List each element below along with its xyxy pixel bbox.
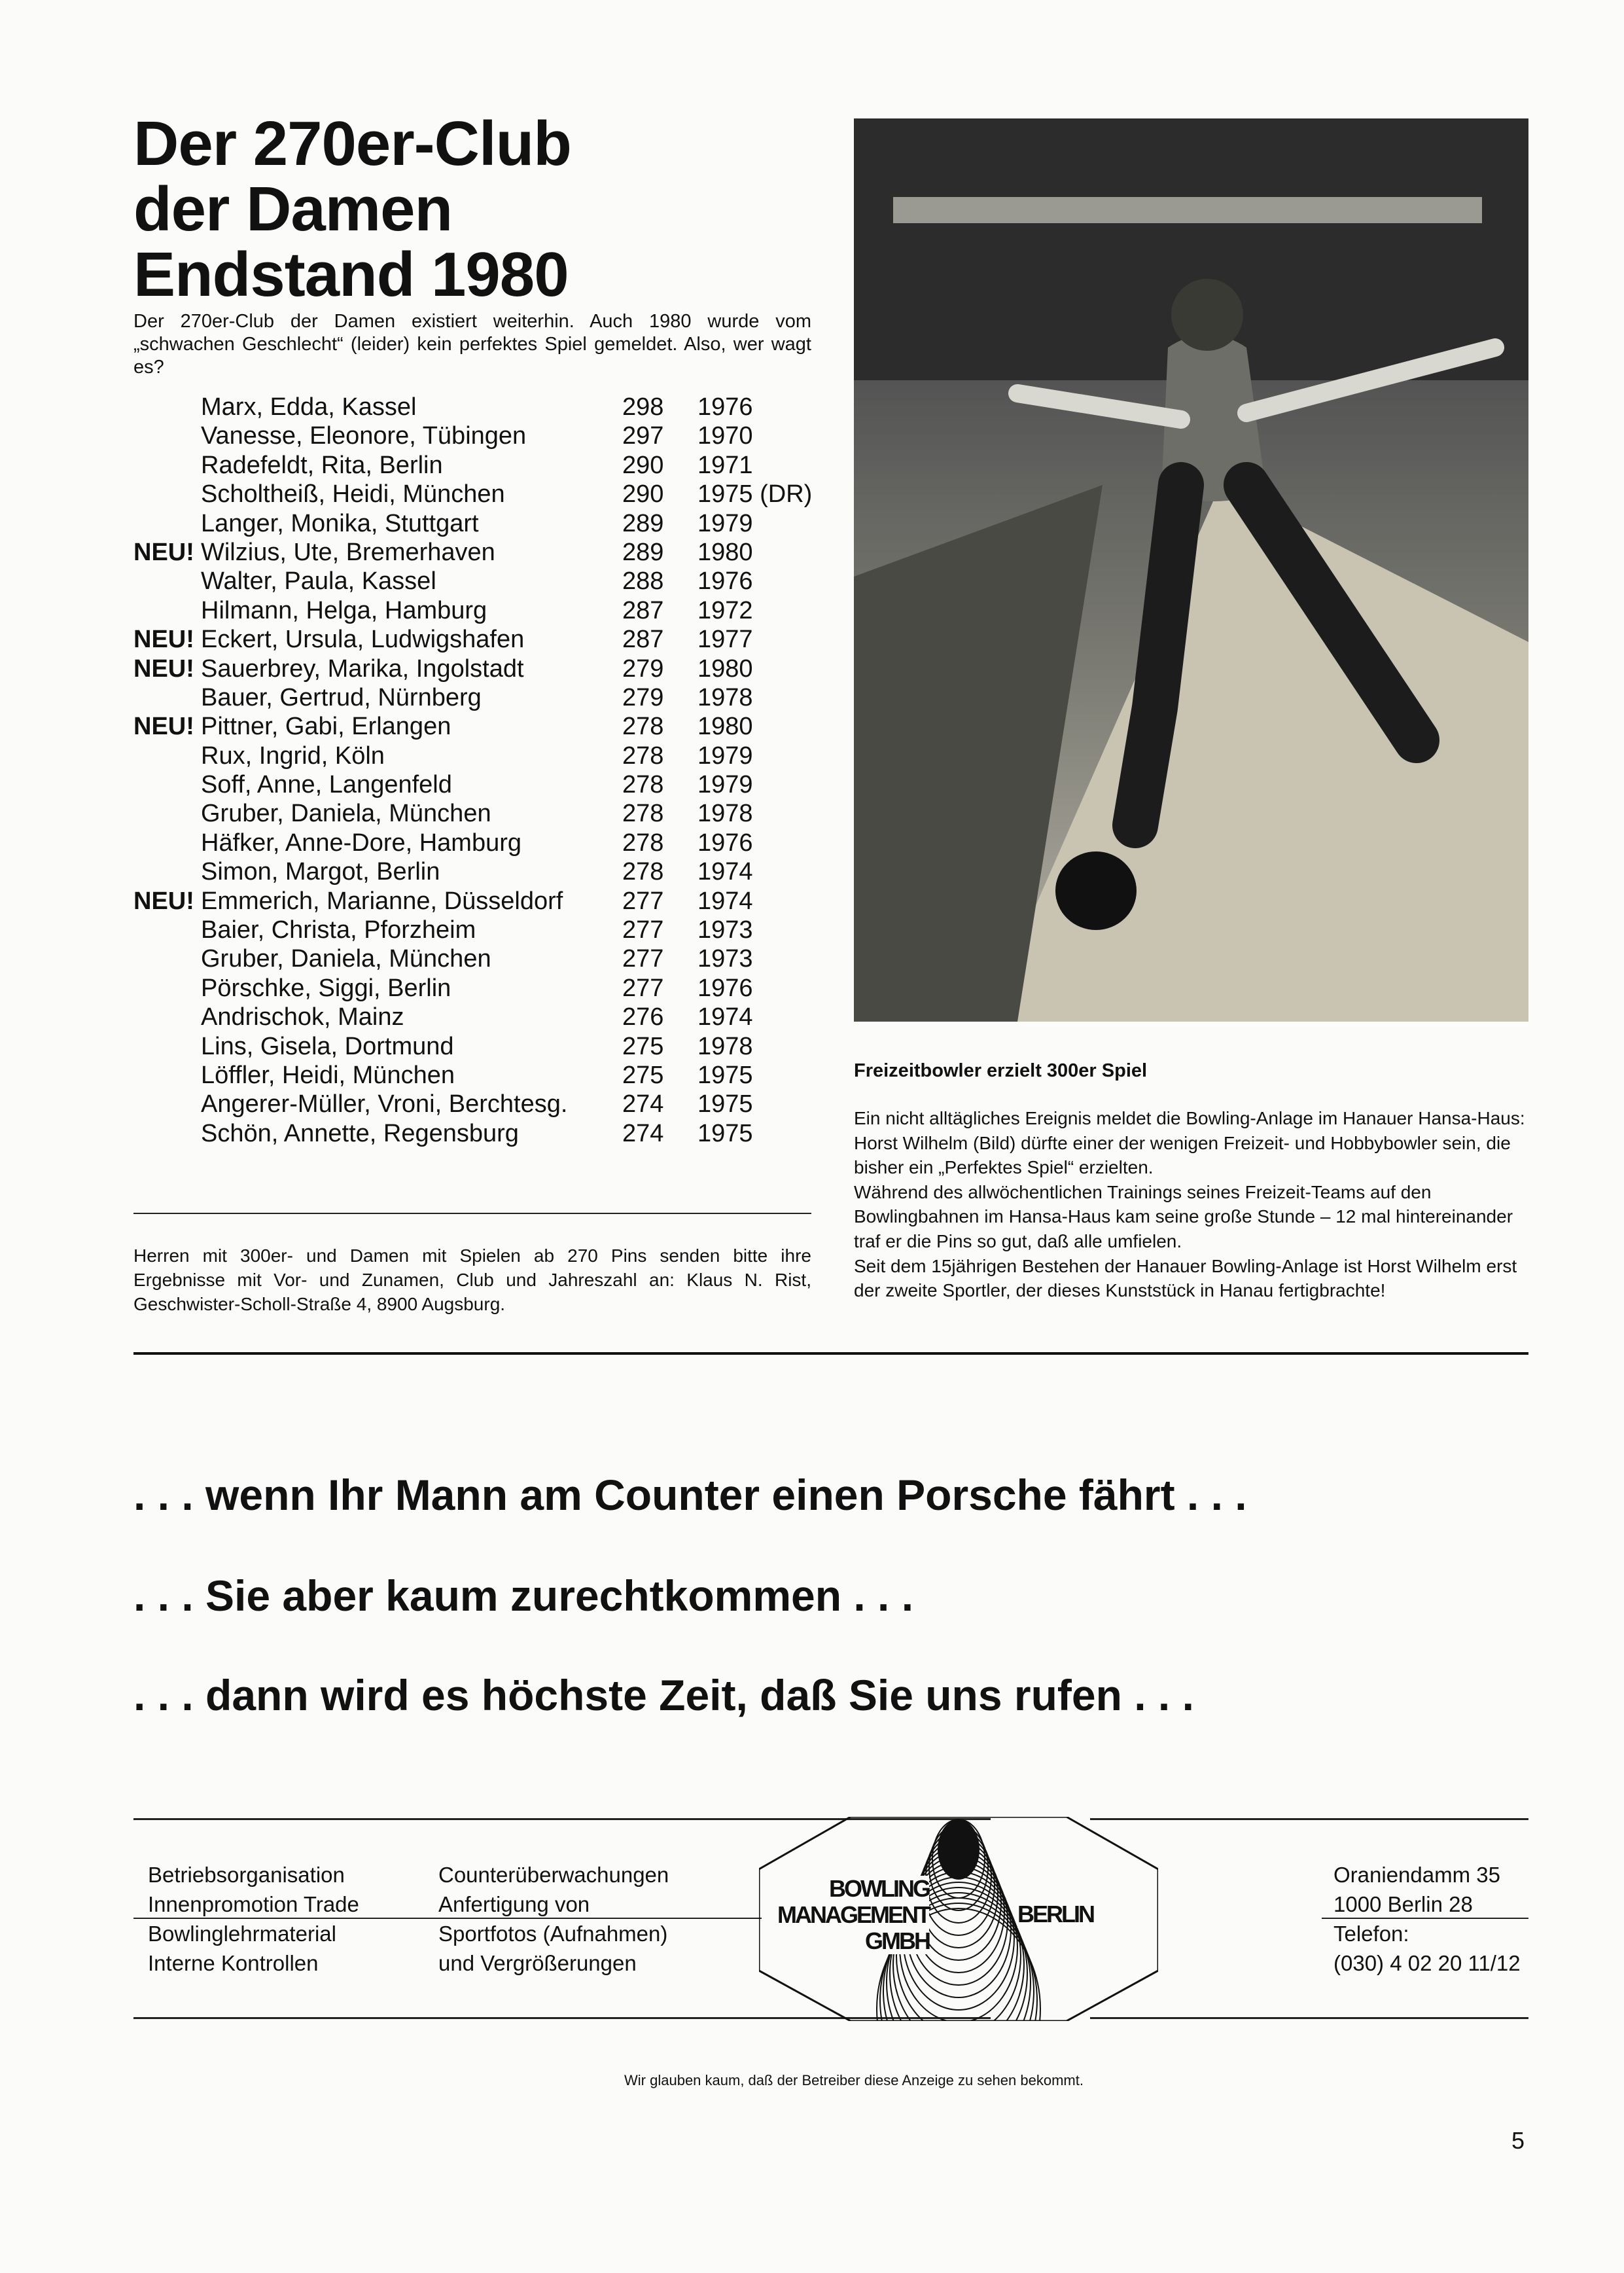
list-row — [133, 712, 821, 741]
logo-line: MANAGEMENT — [777, 1901, 929, 1928]
article-title — [133, 111, 571, 308]
year: 1974 — [697, 887, 753, 915]
score: 274 — [622, 1090, 664, 1119]
score: 278 — [622, 771, 664, 799]
slogan: . . . dann wird es höchste Zeit, daß Sie uns rufen . . . — [133, 1671, 1194, 1719]
score: 290 — [622, 451, 664, 479]
list-row — [133, 509, 821, 538]
list-row — [133, 829, 821, 857]
bowler-name: Schön, Annette, Regensburg — [201, 1119, 519, 1147]
score: 290 — [622, 480, 664, 509]
score: 278 — [622, 829, 664, 857]
address-line: Telefon: — [1333, 1922, 1409, 1946]
list-row — [133, 538, 821, 567]
list-row — [133, 596, 821, 625]
title-line: Der 270er-Club — [133, 109, 571, 179]
score: 297 — [622, 422, 664, 450]
score: 275 — [622, 1061, 664, 1089]
year: 1975 — [697, 1119, 753, 1147]
neu-badge: NEU! — [133, 626, 194, 654]
list-row — [133, 683, 821, 712]
score: 278 — [622, 800, 664, 828]
score: 276 — [622, 1003, 664, 1031]
ad-address — [1333, 1860, 1521, 1978]
score: 278 — [622, 713, 664, 741]
year: 1973 — [697, 945, 753, 973]
list-row — [133, 480, 821, 509]
year: 1972 — [697, 596, 753, 624]
list-row — [133, 799, 821, 828]
list-row — [133, 1032, 821, 1061]
slogan: . . . wenn Ihr Mann am Counter einen Porsche fährt . . . — [133, 1471, 1247, 1519]
year: 1976 — [697, 974, 753, 1002]
year: 1970 — [697, 422, 753, 450]
year: 1976 — [697, 829, 753, 857]
bowler-name: Scholtheiß, Heidi, München — [201, 480, 505, 509]
bowler-name: Andrischok, Mainz — [201, 1003, 404, 1031]
year: 1980 — [697, 654, 753, 683]
list-row — [133, 421, 821, 450]
list-row — [133, 742, 821, 770]
title-line: Endstand 1980 — [133, 240, 569, 310]
score: 287 — [622, 626, 664, 654]
bowler-name: Soff, Anne, Langenfeld — [201, 771, 452, 799]
score: 275 — [622, 1032, 664, 1060]
bowler-name: Wilzius, Ute, Bremerhaven — [201, 538, 495, 566]
title-line: der Damen — [133, 174, 453, 244]
year: 1980 — [697, 538, 753, 566]
year: 1975 — [697, 1090, 753, 1119]
divider — [133, 1213, 811, 1214]
logo-text — [777, 1876, 929, 1954]
list-row — [133, 451, 821, 480]
list-row — [133, 1119, 821, 1148]
address-line: (030) 4 02 20 11/12 — [1333, 1951, 1521, 1975]
bowler-name: Lins, Gisela, Dortmund — [201, 1032, 454, 1060]
neu-badge: NEU! — [133, 887, 194, 915]
bowler-name: Simon, Margot, Berlin — [201, 858, 440, 886]
bowler-name: Eckert, Ursula, Ludwigshafen — [201, 626, 525, 654]
bowler-name: Emmerich, Marianne, Düsseldorf — [201, 887, 563, 915]
bowler-name: Gruber, Daniela, München — [201, 945, 491, 973]
ad-service: Innenpromotion Trade — [148, 1892, 359, 1916]
year: 1979 — [697, 509, 753, 537]
logo-city: BERLIN — [1017, 1901, 1093, 1927]
ad-service: Anfertigung von — [438, 1892, 590, 1916]
score: 279 — [622, 683, 664, 711]
score: 298 — [622, 393, 664, 421]
bowler-name: Marx, Edda, Kassel — [201, 393, 417, 421]
list-row — [133, 857, 821, 886]
score: 288 — [622, 567, 664, 596]
year: 1976 — [697, 567, 753, 596]
submission-note: Herren mit 300er- und Damen mit Spielen ab 270 Pins senden bitte ihre Ergebnisse mit Vor- und Zunamen, Club und Jahreszahl an: Klaus N. Rist, Geschwister-Scholl-Straße 4, 8900 Augsburg. — [133, 1245, 811, 1314]
year: 1979 — [697, 742, 753, 770]
year: 1974 — [697, 1003, 753, 1031]
score: 289 — [622, 538, 664, 566]
score: 277 — [622, 887, 664, 915]
neu-badge: NEU! — [133, 654, 194, 683]
ad-service: und Vergrößerungen — [438, 1951, 637, 1975]
year: 1973 — [697, 916, 753, 944]
ad-service: Betriebsorganisation — [148, 1863, 345, 1887]
ad-service: Counterüberwachungen — [438, 1863, 669, 1887]
year: 1979 — [697, 771, 753, 799]
list-row — [133, 625, 821, 654]
list-row — [133, 887, 821, 916]
slogan: . . . Sie aber kaum zurechtkommen . . . — [133, 1571, 914, 1620]
caption-paragraph: Ein nicht alltägliches Ereignis meldet die Bowling-Anlage im Hanauer Hansa-Haus: — [854, 1108, 1525, 1128]
bowler-name: Vanesse, Eleonore, Tübingen — [201, 422, 527, 450]
caption-paragraph: Horst Wilhelm (Bild) dürfte einer der wenigen Freizeit- und Hobbybowler sein, die bisher ein „Perfektes Spiel“ erzielten. — [854, 1132, 1511, 1178]
bowler-name: Langer, Monika, Stuttgart — [201, 509, 479, 537]
year: 1975 — [697, 1061, 753, 1089]
year: 1976 — [697, 393, 753, 421]
year: 1978 — [697, 1032, 753, 1060]
logo-line: GMBH — [865, 1927, 929, 1954]
bowler-name: Pörschke, Siggi, Berlin — [201, 974, 451, 1002]
list-row — [133, 1003, 821, 1031]
page-number: 5 — [1511, 2127, 1525, 2154]
score: 277 — [622, 974, 664, 1002]
address-line: Oraniendamm 35 — [1333, 1863, 1500, 1887]
score: 278 — [622, 742, 664, 770]
bowler-name: Löffler, Heidi, München — [201, 1061, 455, 1089]
bowler-name: Rux, Ingrid, Köln — [201, 742, 385, 770]
caption-paragraph: Seit dem 15jährigen Bestehen der Hanauer Bowling-Anlage ist Horst Wilhelm erst der zweite Sportler, der dieses Kunststück in Hanau fertigbrachte! — [854, 1255, 1517, 1301]
year: 1978 — [697, 683, 753, 711]
bowler-name: Sauerbrey, Marika, Ingolstadt — [201, 654, 524, 683]
ad-service: Interne Kontrollen — [148, 1951, 319, 1975]
bowler-name: Gruber, Daniela, München — [201, 800, 491, 828]
list-row — [133, 1061, 821, 1090]
bowler-name: Walter, Paula, Kassel — [201, 567, 436, 596]
bowling-management-logo — [759, 1817, 1158, 2021]
year: 1977 — [697, 626, 753, 654]
photo-illustration — [854, 118, 1528, 1022]
score: 274 — [622, 1119, 664, 1147]
ad-service: Sportfotos (Aufnahmen) — [438, 1922, 668, 1946]
section-divider — [133, 1352, 1528, 1355]
list-row — [133, 1090, 821, 1119]
year: 1980 — [697, 713, 753, 741]
ad-footnote: Wir glauben kaum, daß der Betreiber diese Anzeige zu sehen bekommt. — [624, 2072, 1084, 2088]
score: 289 — [622, 509, 664, 537]
score: 279 — [622, 654, 664, 683]
address-line: 1000 Berlin 28 — [1333, 1892, 1473, 1916]
bowler-name: Bauer, Gertrud, Nürnberg — [201, 683, 482, 711]
year: 1974 — [697, 858, 753, 886]
ad-services-2 — [438, 1860, 669, 1978]
caption-body — [854, 1106, 1528, 1303]
ranking-list — [133, 393, 821, 1148]
year: 1975 (DR) — [697, 480, 813, 509]
bowler-name: Häfker, Anne-Dore, Hamburg — [201, 829, 522, 857]
list-row — [133, 393, 821, 421]
bowler-photo — [854, 118, 1528, 1022]
score: 277 — [622, 945, 664, 973]
list-row — [133, 944, 821, 973]
caption-paragraph: Während des allwöchentlichen Trainings seines Freizeit-Teams auf den Bowlingbahnen im Hansa-Haus kam seine große Stunde – 12 mal hintereinander traf er die Pins so gut, daß alle umfielen. — [854, 1181, 1513, 1251]
ad-service: Bowlinglehrmaterial — [148, 1922, 336, 1946]
list-row — [133, 974, 821, 1003]
neu-badge: NEU! — [133, 713, 194, 741]
bowler-name: Radefeldt, Rita, Berlin — [201, 451, 443, 479]
score: 277 — [622, 916, 664, 944]
list-row — [133, 654, 821, 683]
list-row — [133, 916, 821, 944]
year: 1971 — [697, 451, 753, 479]
bowler-name: Baier, Christa, Pforzheim — [201, 916, 476, 944]
neu-badge: NEU! — [133, 538, 194, 566]
intro-paragraph: Der 270er-Club der Damen existiert weiterhin. Auch 1980 wurde vom „schwachen Geschlecht“ (leider) kein perfektes Spiel gemeldet. Also, wer wagt es? — [133, 311, 811, 378]
logo-line: BOWLING — [829, 1875, 929, 1902]
ad-services-1 — [148, 1860, 359, 1978]
caption-title: Freizeitbowler erzielt 300er Spiel — [854, 1060, 1148, 1081]
list-row — [133, 770, 821, 799]
bowler-name: Hilmann, Helga, Hamburg — [201, 596, 487, 624]
bowler-name: Angerer-Müller, Vroni, Berchtesg. — [201, 1090, 568, 1119]
year: 1978 — [697, 800, 753, 828]
score: 278 — [622, 858, 664, 886]
list-row — [133, 567, 821, 596]
score: 287 — [622, 596, 664, 624]
bowler-name: Pittner, Gabi, Erlangen — [201, 713, 451, 741]
